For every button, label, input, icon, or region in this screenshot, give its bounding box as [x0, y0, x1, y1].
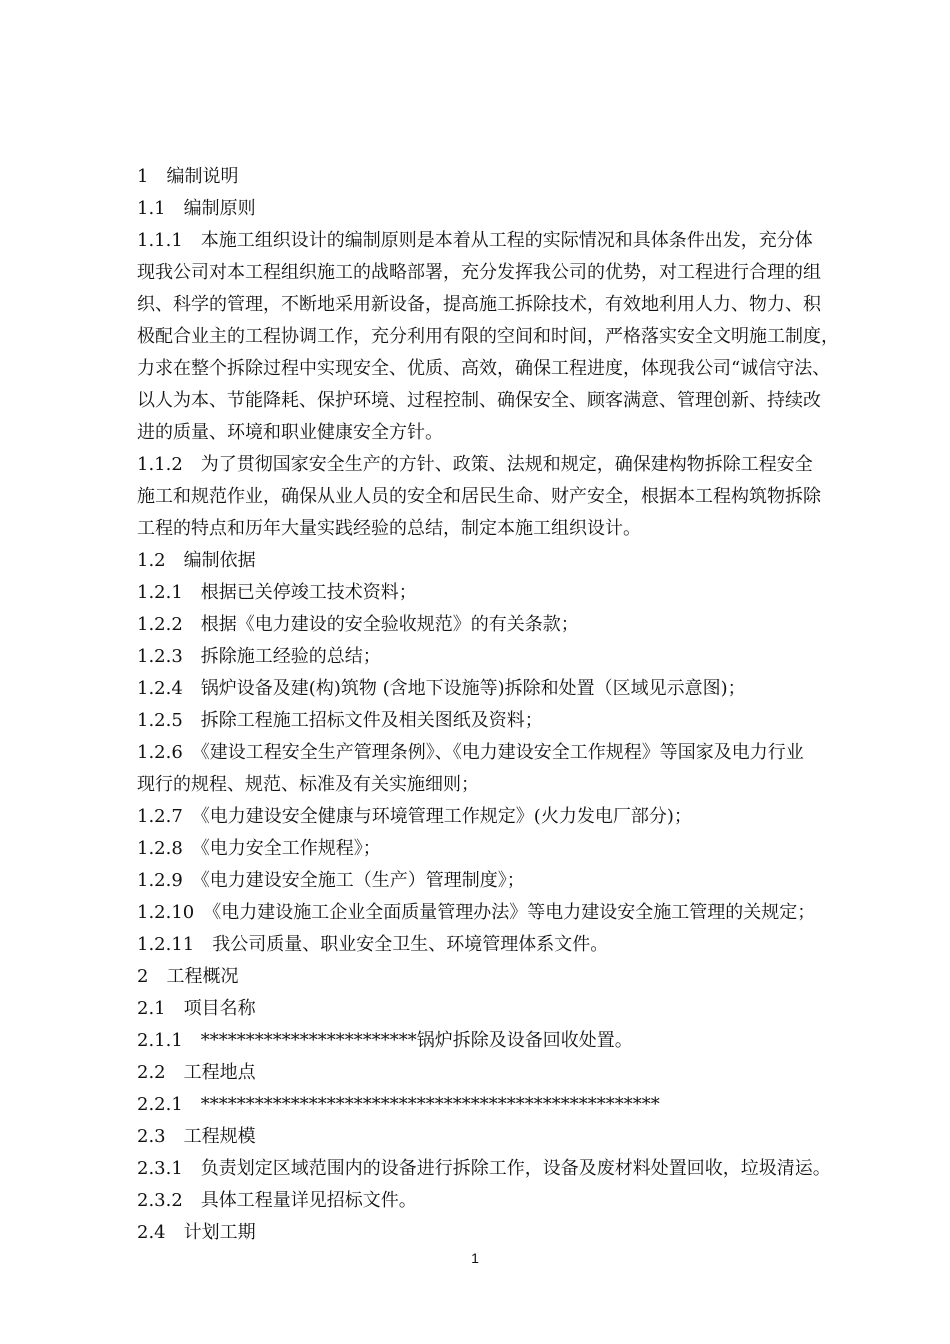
list-item: 2.3.2 具体工程量详见招标文件。	[137, 1190, 417, 1211]
paragraph-line: 力求在整个拆除过程中实现安全、优质、高效，确保工程进度，体现我公司“诚信守法、	[137, 358, 831, 379]
heading-2: 2 工程概况	[137, 966, 239, 987]
heading-2-2: 2.2 工程地点	[137, 1062, 256, 1083]
heading-2-1: 2.1 项目名称	[137, 998, 256, 1019]
heading-1-2: 1.2 编制依据	[137, 550, 256, 571]
page-number: 1	[471, 1250, 479, 1266]
paragraph-line: 极配合业主的工程协调工作，充分利用有限的空间和时间，严格落实安全文明施工制度，	[137, 326, 839, 347]
paragraph-line: 1.1.1 本施工组织设计的编制原则是本着从工程的实际情况和具体条件出发，充分体	[137, 230, 813, 251]
heading-1-1: 1.1 编制原则	[137, 198, 256, 219]
list-item: 2.3.1 负责划定区域范围内的设备进行拆除工作，设备及废材料处置回收，垃圾清运。	[137, 1158, 831, 1179]
list-item: 1.2.6 《建设工程安全生产管理条例》、《电力建设安全工作规程》等国家及电力行业	[137, 742, 804, 763]
list-item: 现行的规程、规范、标准及有关实施细则；	[137, 774, 479, 795]
list-item: 2.1.1 ************************锅炉拆除及设备回收处置。	[137, 1030, 633, 1051]
document-body	[137, 161, 867, 1249]
heading-1: 1 编制说明	[137, 166, 239, 187]
list-item: 2.2.1 ***************************************************	[137, 1094, 660, 1115]
paragraph-line: 1.1.2 为了贯彻国家安全生产的方针、政策、法规和规定，确保建构物拆除工程安全	[137, 454, 813, 475]
list-item: 1.2.5 拆除工程施工招标文件及相关图纸及资料；	[137, 710, 543, 731]
list-item: 1.2.9 《电力建设安全施工（生产）管理制度》；	[137, 870, 525, 891]
heading-2-3: 2.3 工程规模	[137, 1126, 256, 1147]
list-item: 1.2.4 锅炉设备及建(构)筑物 (含地下设施等)拆除和处置（区域见示意图)；	[137, 678, 746, 699]
list-item: 1.2.8 《电力安全工作规程》；	[137, 838, 381, 859]
list-item: 1.2.11 我公司质量、职业安全卫生、环境管理体系文件。	[137, 934, 609, 955]
list-item: 1.2.1 根据已关停竣工技术资料；	[137, 582, 417, 603]
paragraph-line: 织、科学的管理，不断地采用新设备，提高施工拆除技术，有效地利用人力、物力、积	[137, 294, 821, 315]
paragraph-line: 工程的特点和历年大量实践经验的总结，制定本施工组织设计。	[137, 518, 641, 539]
paragraph-line: 以人为本、节能降耗、保护环境、过程控制、确保安全、顾客满意、管理创新、持续改	[137, 390, 821, 411]
list-item: 1.2.10 《电力建设施工企业全面质量管理办法》等电力建设安全施工管理的关规定；	[137, 902, 816, 923]
list-item: 1.2.7 《电力建设安全健康与环境管理工作规定》(火力发电厂部分)；	[137, 806, 692, 827]
heading-2-4: 2.4 计划工期	[137, 1222, 256, 1243]
paragraph-line: 现我公司对本工程组织施工的战略部署，充分发挥我公司的优势，对工程进行合理的组	[137, 262, 821, 283]
list-item: 1.2.3 拆除施工经验的总结；	[137, 646, 381, 667]
list-item: 1.2.2 根据《电力建设的安全验收规范》的有关条款；	[137, 614, 579, 635]
paragraph-line: 施工和规范作业，确保从业人员的安全和居民生命、财产安全，根据本工程构筑物拆除	[137, 486, 821, 507]
paragraph-line: 进的质量、环境和职业健康安全方针。	[137, 422, 443, 443]
